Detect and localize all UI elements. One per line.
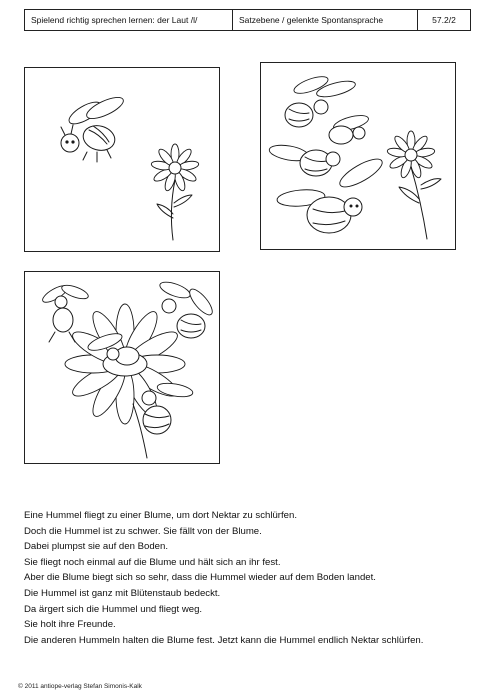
story-text xyxy=(24,508,479,648)
story-line: Sie fliegt noch einmal auf die Blume und hält sich an ihr fest. xyxy=(24,556,281,568)
bumblebees-flower-illustration xyxy=(261,63,455,249)
story-line: Die Hummel ist ganz mit Blütenstaub bedeckt. xyxy=(24,587,221,599)
copyright-footer: © 2011 antiope-verlag Stefan Simonis-Kalk xyxy=(18,683,142,690)
story-line: Doch die Hummel ist zu schwer. Sie fällt von der Blume. xyxy=(24,525,262,537)
header-page-number: 57.2/2 xyxy=(432,15,456,25)
bumblebees-holding-flower-illustration xyxy=(25,272,219,463)
header-category: Satzebene / gelenkte Spontansprache xyxy=(233,10,418,30)
story-line: Die anderen Hummeln halten die Blume fest. Jetzt kann die Hummel endlich Nektar schlürfen. xyxy=(24,634,424,646)
story-line: Aber die Blume biegt sich so sehr, dass die Hummel wieder auf dem Boden landet. xyxy=(24,572,376,584)
story-line: Da ärgert sich die Hummel und fliegt weg. xyxy=(24,603,203,615)
picture-frame-3 xyxy=(24,271,220,464)
bumblebee-flower-illustration xyxy=(25,68,219,251)
picture-frame-1 xyxy=(24,67,220,252)
story-line: Eine Hummel fliegt zu einer Blume, um dort Nektar zu schlürfen. xyxy=(24,510,298,521)
header-title: Spielend richtig sprechen lernen: der Laut /l/ xyxy=(25,10,233,30)
worksheet-header xyxy=(24,9,471,31)
story-line: Sie holt ihre Freunde. xyxy=(24,619,116,631)
story-line: Dabei plumpst sie auf den Boden. xyxy=(24,541,168,553)
picture-frame-2 xyxy=(260,62,456,250)
